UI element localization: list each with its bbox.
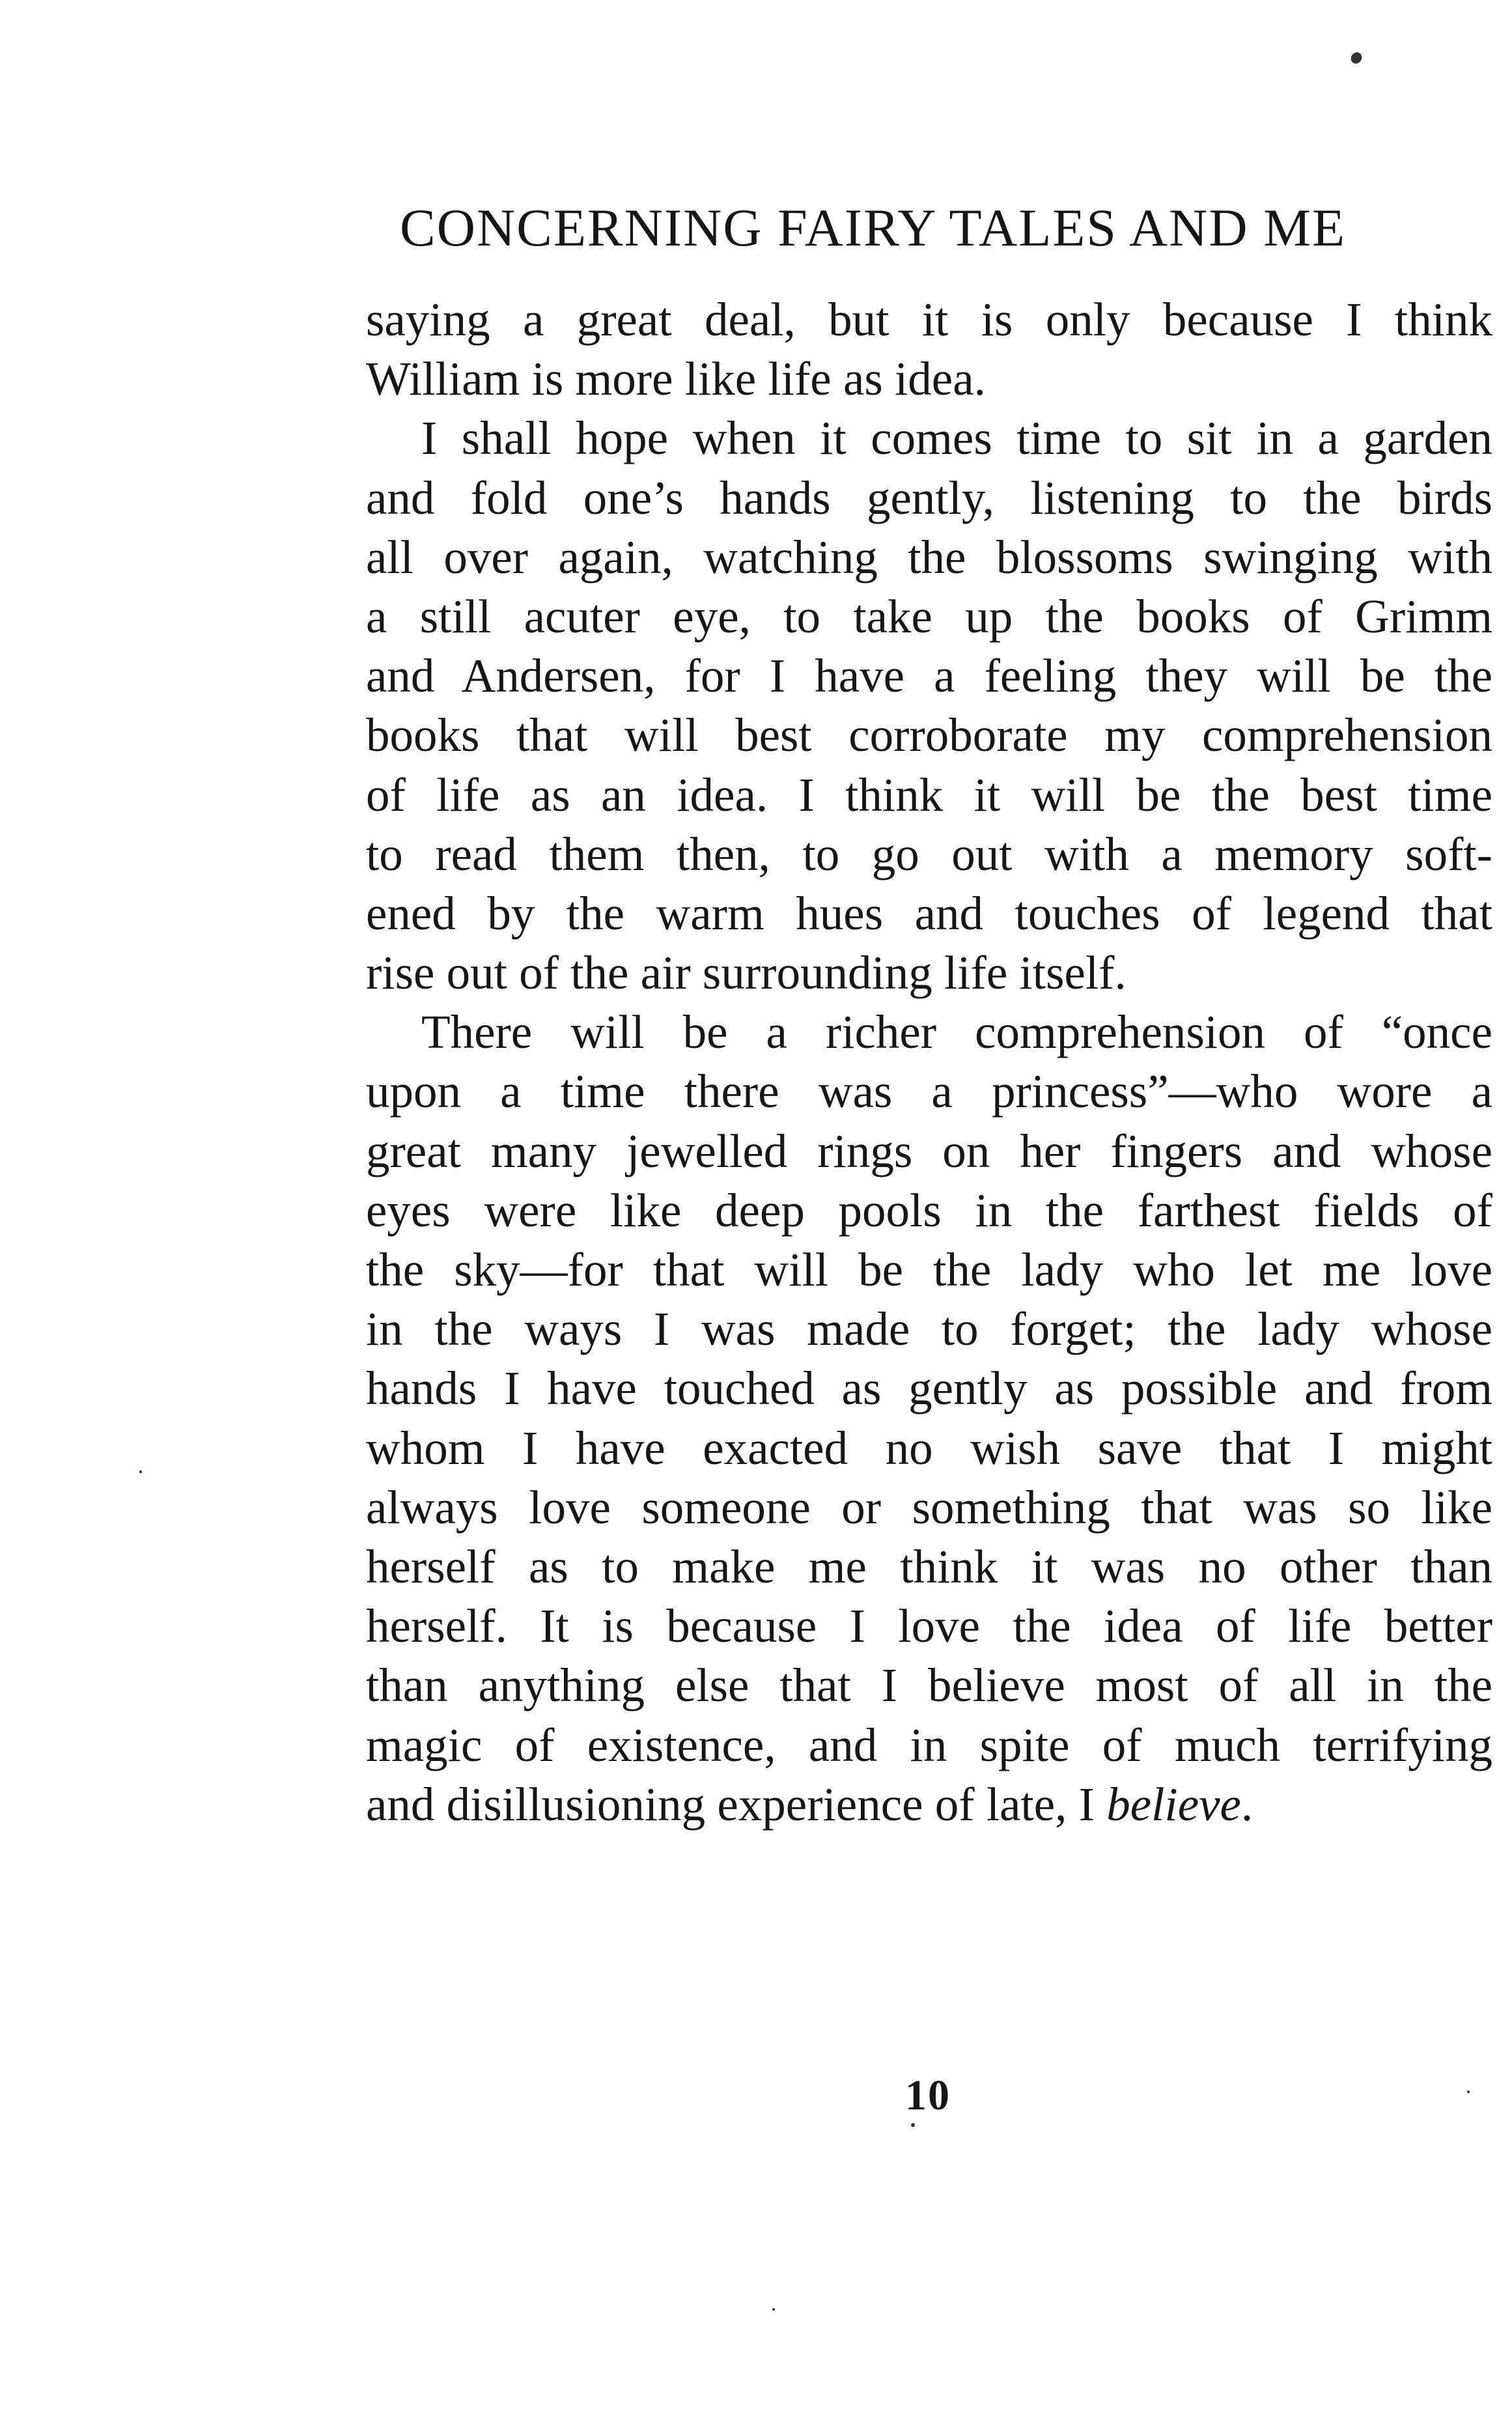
text-line: books that will best corroborate my comprehension [366, 709, 1492, 762]
scan-speck [1467, 2091, 1470, 2093]
text-line: great many jewelled rings on her fingers and whose [366, 1124, 1492, 1177]
text-line: and fold one’s hands gently, listening to the birds [366, 471, 1492, 524]
text-line: herself. It is because I love the idea of life better [366, 1599, 1492, 1653]
text-line: herself as to make me think it was no other than [366, 1540, 1492, 1593]
text-line: eyes were like deep pools in the farthest fields of [366, 1183, 1492, 1237]
text-line: I shall hope when it comes time to sit in a garden [421, 412, 1492, 465]
text-line: in the ways I was made to forget; the lady whose [366, 1303, 1492, 1356]
text-line: There will be a richer comprehension of “once [421, 1006, 1492, 1059]
text-line-final [366, 1775, 1492, 1834]
page-number: 10 [905, 2072, 951, 2119]
text-line: William is more like life as idea. [366, 352, 986, 406]
text-line: ened by the warm hues and touches of legend that [366, 886, 1492, 940]
running-head: CONCERNING FAIRY TALES AND ME [400, 198, 1347, 257]
text-line: upon a time there was a princess”—who wore a [366, 1065, 1492, 1118]
scan-speck [911, 2123, 915, 2127]
text-line: rise out of the air surrounding life itself. [366, 946, 1127, 1000]
scan-speck [772, 2308, 775, 2311]
final-punctuation: . [1240, 1777, 1253, 1831]
emphasis-word: believe [1106, 1777, 1241, 1831]
text-line: whom I have exacted no wish save that I might [366, 1421, 1492, 1474]
text-line: magic of existence, and in spite of much terrifying [366, 1718, 1492, 1771]
final-line-text: and disillusioning experience of late, I [366, 1777, 1107, 1831]
text-line: saying a great deal, but it is only because I think [366, 293, 1492, 346]
scan-speck [139, 1471, 142, 1473]
text-line: of life as an idea. I think it will be the best time [366, 768, 1492, 821]
body-text [366, 290, 1492, 1834]
text-line: and Andersen, for I have a feeling they will be the [366, 649, 1492, 703]
text-line: always love someone or something that was so like [366, 1480, 1492, 1534]
text-line: a still acuter eye, to take up the books of Grimm [366, 589, 1492, 643]
scan-speck [1349, 50, 1364, 66]
text-line: hands I have touched as gently as possible and from [366, 1362, 1492, 1415]
text-line: than anything else that I believe most of all in the [366, 1659, 1492, 1712]
text-line: to read them then, to go out with a memory soft- [366, 827, 1492, 880]
text-line: all over again, watching the blossoms swinging with [366, 530, 1492, 584]
text-line: the sky—for that will be the lady who let me love [366, 1243, 1492, 1296]
